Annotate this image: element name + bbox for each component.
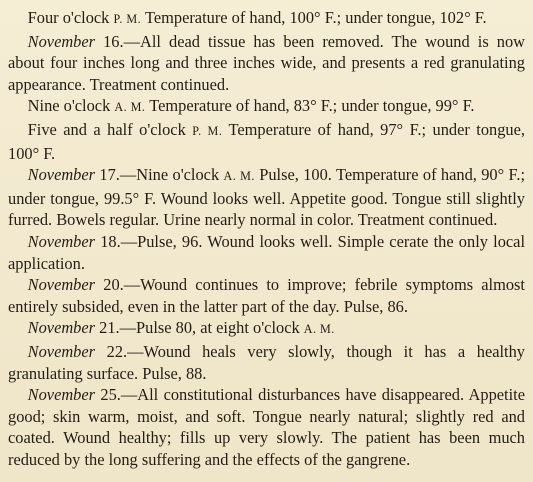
case-note-paragraph — [8, 31, 525, 96]
case-note-paragraph — [8, 317, 525, 341]
note-text: Temperature of hand, 83° F.; under tongue, 99° F. — [145, 96, 475, 116]
time-of-day: P. M. — [192, 123, 223, 138]
note-text: 25.—All constitutional disturbances have disappeared. Appetite good; skin warm, moist, and soft. Tongue nearly natural; slightly red and coated. Wound healthy; fills up very slowly. The patient has been much reduced by the long suffering and the effects of the gangrene. — [8, 385, 525, 469]
note-date: November — [27, 165, 96, 185]
note-text: Five and a half o'clock — [27, 119, 193, 139]
note-date: November — [27, 318, 96, 338]
case-note-paragraph — [8, 7, 525, 31]
note-date: November — [27, 385, 96, 405]
case-note-paragraph — [8, 164, 525, 231]
case-note-paragraph — [8, 274, 525, 317]
note-text: 16.—All dead tissue has been removed. The wound is now about four inches long and three inches wide, and presents a red granulating appearance. Treatment continued. — [8, 31, 525, 94]
case-notes — [8, 7, 525, 470]
note-text: Four o'clock — [27, 8, 114, 27]
note-text: 18.—Pulse, 96. Wound looks well. Simple cerate the only local application. — [8, 231, 525, 273]
note-date: November — [27, 231, 96, 251]
note-text: 17.—Nine o'clock — [95, 165, 224, 185]
note-text: 20.—Wound continues to improve; febrile symptoms almost entirely subsided, even in the latter part of the day. Pulse, 86. — [8, 275, 525, 316]
note-date: November — [27, 31, 96, 51]
note-text: 21.—Pulse 80, at eight o'clock — [95, 318, 304, 338]
note-text: Nine o'clock — [27, 96, 115, 116]
case-note-paragraph — [8, 384, 525, 470]
case-note-paragraph — [8, 95, 525, 119]
note-date: November — [27, 275, 96, 295]
note-text: Pulse, 100. Temperature of hand, 90° F.; under tongue, 99.5° F. Wound looks well. Appetite good. Tongue still slightly furred. Bowels regular. Urine nearly normal in color. Treatment continued. — [8, 165, 525, 230]
time-of-day: A. M. — [114, 100, 146, 115]
time-of-day: A. M. — [223, 169, 255, 184]
case-note-paragraph — [8, 231, 525, 274]
time-of-day: P. M. — [113, 12, 142, 26]
note-text: Temperature of hand, 97° F.; under tongue, 100° F. — [8, 119, 526, 163]
case-note-paragraph — [8, 341, 525, 384]
time-of-day: A. M. — [303, 322, 335, 337]
note-text: 22.—Wound heals very slowly, though it has a healthy granulating surface. Pulse, 88. — [8, 341, 525, 383]
case-note-paragraph — [8, 119, 525, 164]
note-date: November — [27, 341, 96, 361]
note-text: Temperature of hand, 100° F.; under tongue, 102° F. — [141, 8, 487, 27]
